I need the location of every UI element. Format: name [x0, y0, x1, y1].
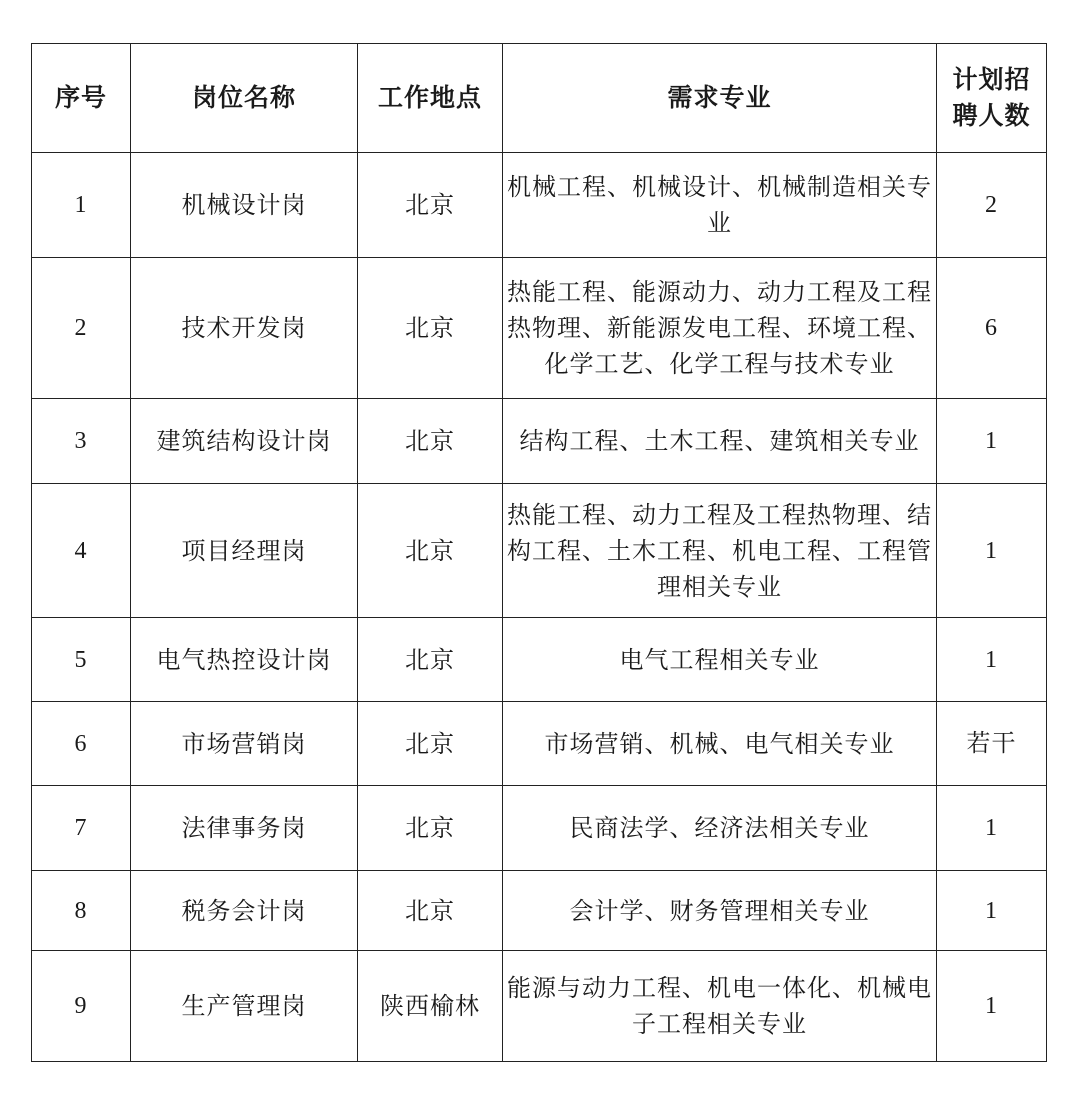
row-location: 北京	[358, 871, 503, 951]
header-count: 计划招聘人数	[937, 44, 1047, 153]
row-count: 1	[937, 871, 1047, 951]
header-major: 需求专业	[503, 44, 937, 153]
table-row	[32, 786, 1047, 871]
recruitment-table	[31, 43, 1047, 1062]
row-index: 6	[32, 702, 131, 786]
row-major: 能源与动力工程、机电一体化、机械电子工程相关专业	[503, 951, 937, 1062]
row-location: 北京	[358, 258, 503, 399]
row-index: 5	[32, 618, 131, 702]
row-position: 技术开发岗	[131, 258, 358, 399]
table-row	[32, 153, 1047, 258]
row-position: 法律事务岗	[131, 786, 358, 871]
row-major: 热能工程、动力工程及工程热物理、结构工程、土木工程、机电工程、工程管理相关专业	[503, 484, 937, 618]
table-row	[32, 951, 1047, 1062]
row-location: 陕西榆林	[358, 951, 503, 1062]
row-position: 电气热控设计岗	[131, 618, 358, 702]
row-position: 生产管理岗	[131, 951, 358, 1062]
row-count: 若干	[937, 702, 1047, 786]
row-location: 北京	[358, 702, 503, 786]
row-major: 会计学、财务管理相关专业	[503, 871, 937, 951]
row-position: 建筑结构设计岗	[131, 399, 358, 484]
row-major: 结构工程、土木工程、建筑相关专业	[503, 399, 937, 484]
table-row	[32, 618, 1047, 702]
row-position: 市场营销岗	[131, 702, 358, 786]
row-count: 1	[937, 399, 1047, 484]
row-position: 机械设计岗	[131, 153, 358, 258]
row-location: 北京	[358, 618, 503, 702]
table-row	[32, 702, 1047, 786]
row-index: 8	[32, 871, 131, 951]
row-location: 北京	[358, 153, 503, 258]
table-row	[32, 399, 1047, 484]
table-row	[32, 484, 1047, 618]
header-position: 岗位名称	[131, 44, 358, 153]
row-location: 北京	[358, 484, 503, 618]
row-index: 7	[32, 786, 131, 871]
row-count: 6	[937, 258, 1047, 399]
row-count: 1	[937, 618, 1047, 702]
row-major: 市场营销、机械、电气相关专业	[503, 702, 937, 786]
row-count: 1	[937, 786, 1047, 871]
row-count: 2	[937, 153, 1047, 258]
row-index: 9	[32, 951, 131, 1062]
header-index: 序号	[32, 44, 131, 153]
row-position: 税务会计岗	[131, 871, 358, 951]
row-index: 4	[32, 484, 131, 618]
row-index: 2	[32, 258, 131, 399]
row-index: 3	[32, 399, 131, 484]
row-major: 民商法学、经济法相关专业	[503, 786, 937, 871]
header-location: 工作地点	[358, 44, 503, 153]
header-row	[32, 44, 1047, 153]
row-count: 1	[937, 484, 1047, 618]
row-major: 热能工程、能源动力、动力工程及工程热物理、新能源发电工程、环境工程、化学工艺、化学工程与技术专业	[503, 258, 937, 399]
table-row	[32, 258, 1047, 399]
row-location: 北京	[358, 786, 503, 871]
table-row	[32, 871, 1047, 951]
row-count: 1	[937, 951, 1047, 1062]
row-position: 项目经理岗	[131, 484, 358, 618]
row-location: 北京	[358, 399, 503, 484]
row-major: 电气工程相关专业	[503, 618, 937, 702]
row-major: 机械工程、机械设计、机械制造相关专业	[503, 153, 937, 258]
row-index: 1	[32, 153, 131, 258]
